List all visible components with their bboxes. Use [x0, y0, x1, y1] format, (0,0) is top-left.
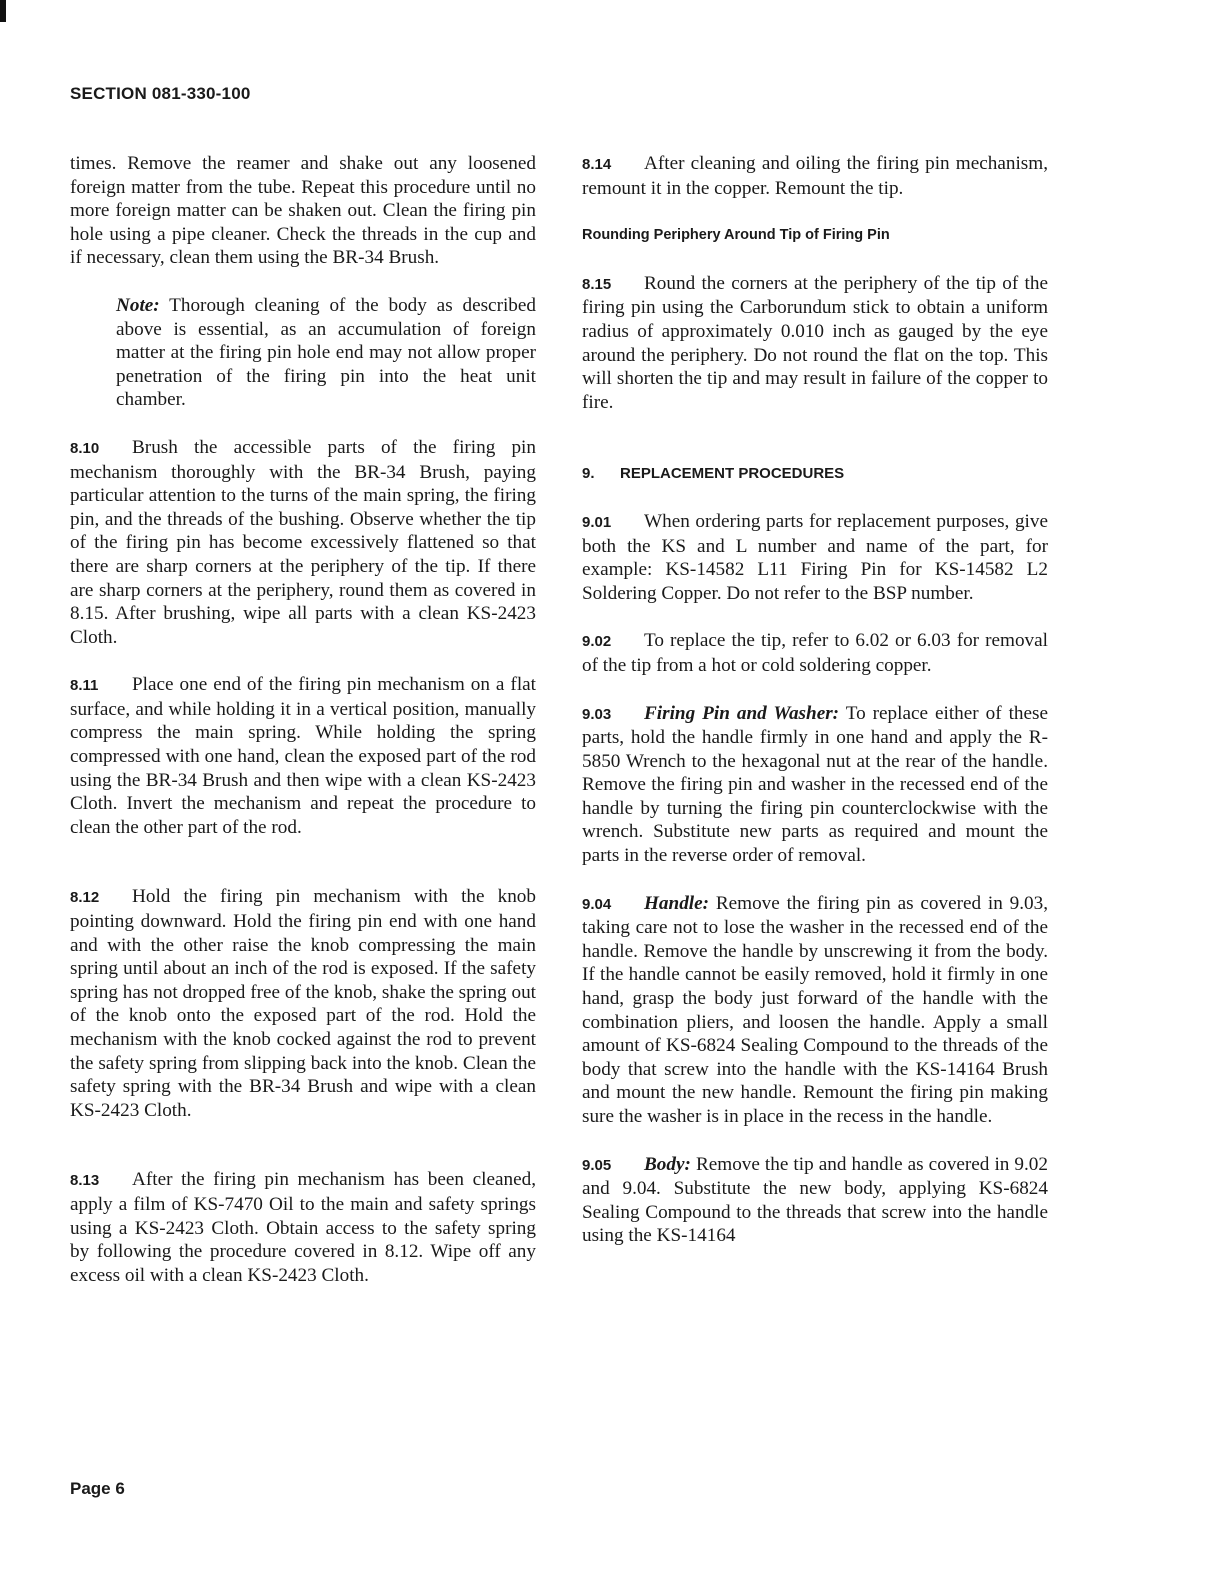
paragraph-number: 9.02 [582, 633, 612, 651]
paragraph-text: Place one end of the firing pin mechanism on a flat surface, and while holding it in a vertical position, manually compress the main spring. While holding the spring compressed with one hand, clean the exposed part of the rod using the BR-34 Brush and then wipe with a clean KS-2423 Cloth. Invert the mechanism and repeat the procedure to clean the other part of the rod. [70, 674, 536, 838]
section-heading-number: 9. [582, 465, 595, 483]
section-heading [582, 462, 1048, 486]
note-text: Thorough cleaning of the body as described above is essential, as an accumulation of foreign matter at the firing pin hole end may not allow proper penetration of the firing pin into the heat unit chamber. [116, 294, 536, 411]
paragraph-number: 8.10 [70, 439, 100, 457]
paragraph-text: Hold the firing pin mechanism with the knob pointing downward. Hold the firing pin end with one hand and with the other raise the knob compressing the main spring until about an inch of the rod is exposed. If the safety spring has not dropped free of the knob, shake the spring out of the knob onto the exposed part of the rod. Hold the mechanism with the knob cocked against the rod to prevent the safety spring from slipping back into the knob. Clean the safety spring with the BR-34 Brush and wipe with a clean KS-2423 Cloth. [70, 886, 536, 1121]
paragraph-text: After the firing pin mechanism has been cleaned, apply a film of KS-7470 Oil to the main and safety springs using a KS-2423 Cloth. Obtain access to the safety spring by following the procedure covered in 8.12. Wipe off any excess oil with a clean KS-2423 Cloth. [70, 1169, 536, 1286]
paragraph-9-04 [582, 892, 1048, 1129]
paragraph-8-15 [582, 272, 1048, 415]
paragraph-8-10 [70, 436, 536, 649]
paragraph-text: Remove the tip and handle as covered in 9.02 and 9.04. Substitute the new body, applying KS-6824 Sealing Compound to the threads that screw into the handle using the KS-14164 [582, 1153, 1048, 1247]
paragraph-9-03 [582, 702, 1048, 868]
paragraph-number: 9.01 [582, 513, 612, 531]
run-in-heading: Handle: [644, 892, 710, 914]
paragraph-9-02 [582, 629, 1048, 677]
section-header: SECTION 081-330-100 [70, 84, 251, 103]
paragraph-number: 8.14 [582, 156, 612, 173]
paragraph-number: 8.12 [70, 889, 100, 907]
note-paragraph [70, 294, 536, 412]
paragraph-8-13 [70, 1168, 536, 1287]
subheading: Rounding Periphery Around Tip of Firing Pin [582, 227, 890, 244]
continuation-paragraph: times. Remove the reamer and shake out any loosened foreign matter from the tube. Repeat this procedure until no more foreign matter can be shaken out. Clean the firing pin hole using a pipe cleaner. Check the threads in the cup and if necessary, clean them using the BR-34 Brush. [70, 153, 536, 269]
note-label: Note: [116, 294, 160, 316]
left-column [70, 152, 536, 1311]
paragraph-number: 8.11 [70, 677, 99, 695]
section-heading-title: REPLACEMENT PROCEDURES [620, 465, 845, 483]
paragraph-text: Round the corners at the periphery of the tip of the firing pin using the Carborundum stick to obtain a uniform radius of approximately 0.010 inch as gauged by the eye around the periphery. Do not round the flat on the top. This will shorten the tip and may result in failure of the copper to fire. [582, 272, 1048, 413]
paragraph-9-05 [582, 1153, 1048, 1248]
run-in-heading: Firing Pin and Washer: [644, 702, 840, 724]
run-in-heading: Body: [644, 1153, 691, 1175]
paragraph-text: To replace either of these parts, hold the handle firmly in one hand and apply the R-5850 Wrench to the hexagonal nut at the rear of the handle. Remove the firing pin and washer in the recessed end of the handle by turning the firing pin counterclockwise with the wrench. Substitute new parts as required and mount the parts in the reverse order of removal. [582, 702, 1049, 867]
paragraph-number: 8.15 [582, 275, 612, 293]
paragraph-text: Remove the firing pin as covered in 9.03, taking care not to lose the washer in the recessed end of the handle. Remove the handle by unscrewing it from the body. If the handle cannot be easily removed, hold it firmly in one hand, grasp the body just forward of the handle with the combination pliers, and loosen the handle. Apply a small amount of KS-6824 Sealing Compound to the threads of the body that screw into the handle with the KS-14164 Brush and mount the new handle. Remount the firing pin making sure the washer is in place in the recess in the handle. [582, 892, 1048, 1127]
paragraph-9-01 [582, 510, 1048, 605]
paragraph-text: Brush the accessible parts of the firing pin mechanism thoroughly with the BR-34 Brush, paying particular attention to the turns of the main spring, the firing pin, and the threads of the bushing. Observe whether the tip of the firing pin has become excessively flattened so that there are sharp corners at the periphery of the tip. If there are sharp corners at the periphery, round them as covered in 8.15. After brushing, wipe all parts with a clean KS-2423 Cloth. [70, 436, 536, 648]
paragraph-number: 8.13 [70, 1172, 100, 1190]
paragraph-text: When ordering parts for replacement purposes, give both the KS and L number and name of the part, for example: KS-14582 L11 Firing Pin for KS-14582 L2 Soldering Copper. Do not refer to the BSP number. [582, 510, 1048, 604]
paragraph-number: 9.04 [582, 895, 612, 913]
page-number: Page 6 [70, 1479, 125, 1498]
paragraph-8-12 [70, 885, 536, 1122]
corner-mark [0, 0, 6, 22]
paragraph-8-14 [582, 152, 1048, 200]
right-column [582, 152, 1048, 1272]
paragraph-8-11 [70, 673, 536, 839]
paragraph-text: After cleaning and oiling the firing pin mechanism, remount it in the copper. Remount the tip. [582, 153, 1048, 199]
paragraph-number: 9.05 [582, 1156, 612, 1174]
paragraph-number: 9.03 [582, 705, 612, 723]
paragraph-text: To replace the tip, refer to 6.02 or 6.03 for removal of the tip from a hot or cold soldering copper. [582, 630, 1048, 676]
